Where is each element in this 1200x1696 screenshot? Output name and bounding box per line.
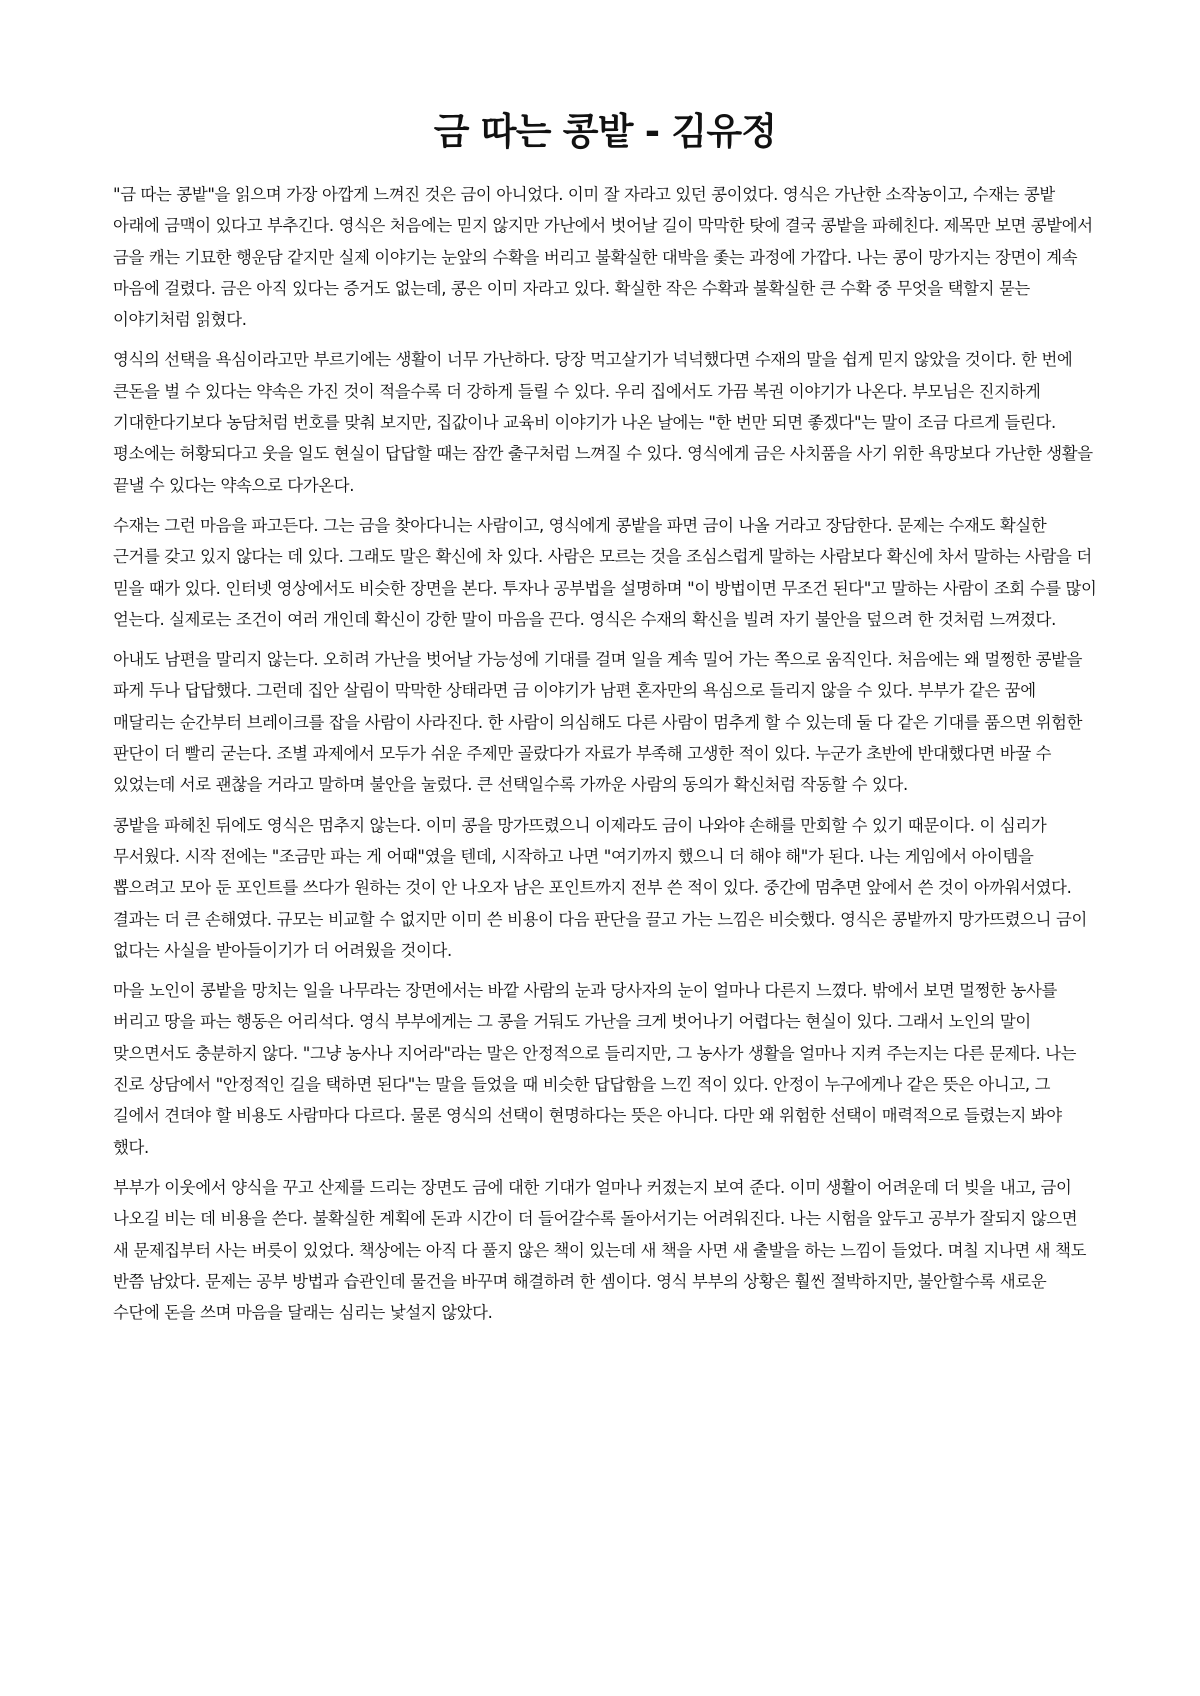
body-paragraph: 수재는 그런 마음을 파고든다. 그는 금을 찾아다니는 사람이고, 영식에게 콩밭을 파면 금이 나올 거라고 장담한다. 문제는 수재도 확실한 근거를 갖고 있지 않다는 데 있다. 그래도 말은 확신에 차 있다. 사람은 모르는 것을 조심스럽게 말하는 사람보다 확신에 차서 말하는 사람을 더 믿을 때가 있다. 인터넷 영상에서도 비슷한 장면을 본다. 투자나 공부법을 설명하며 "이 방법이면 무조건 된다"고 말하는 사람이 조회 수를 많이 얻는다. 실제로는 조건이 여러 개인데 확신이 강한 말이 마음을 끈다. 영식은 수재의 확신을 빌려 자기 불안을 덮으려 한 것처럼 느껴졌다. <box>113 515 1097 629</box>
body-paragraph: "금 따는 콩밭"을 읽으며 가장 아깝게 느껴진 것은 금이 아니었다. 이미 잘 자라고 있던 콩이었다. 영식은 가난한 소작농이고, 수재는 콩밭 아래에 금맥이 있다고 부추긴다. 영식은 처음에는 믿지 않지만 가난에서 벗어날 길이 막막한 탓에 결국 콩밭을 파헤친다. 제목만 보면 콩밭에서 금을 캐는 기묘한 행운담 같지만 실제 이야기는 눈앞의 수확을 버리고 불확실한 대박을 좇는 과정에 가깝다. 나는 콩이 망가지는 장면이 계속 마음에 걸렸다. 금은 아직 있다는 증거도 없는데, 콩은 이미 자라고 있다. 확실한 작은 수확과 불확실한 큰 수확 중 무엇을 택할지 묻는 이야기처럼 읽혔다. <box>113 185 1093 330</box>
document-title: 금 따는 콩밭 - 김유정 <box>433 110 777 153</box>
body-paragraph: 콩밭을 파헤친 뒤에도 영식은 멈추지 않는다. 이미 콩을 망가뜨렸으니 이제라도 금이 나와야 손해를 만회할 수 있기 때문이다. 이 심리가 무서웠다. 시작 전에는 "조금만 파는 게 어때"였을 텐데, 시작하고 나면 "여기까지 했으니 더 해야 해"가 된다. 나는 게임에서 아이템을 뽑으려고 모아 둔 포인트를 쓰다가 원하는 것이 안 나오자 남은 포인트까지 전부 쓴 적이 있다. 중간에 멈추면 앞에서 쓴 것이 아까워서였다. 결과는 더 큰 손해였다. 규모는 비교할 수 없지만 이미 쓴 비용이 다음 판단을 끌고 가는 느낌은 비슷했다. 영식은 콩밭까지 망가뜨렸으니 금이 없다는 사실을 받아들이기가 더 어려웠을 것이다. <box>113 815 1087 960</box>
body-paragraph: 마을 노인이 콩밭을 망치는 일을 나무라는 장면에서는 바깥 사람의 눈과 당사자의 눈이 얼마나 다른지 느꼈다. 밖에서 보면 멀쩡한 농사를 버리고 땅을 파는 행동은 어리석다. 영식 부부에게는 그 콩을 거둬도 가난을 크게 벗어나기 어렵다는 현실이 있다. 그래서 노인의 말이 맞으면서도 충분하지 않다. "그냥 농사나 지어라"라는 말은 안정적으로 들리지만, 그 농사가 생활을 얼마나 지켜 주는지는 다른 문제다. 나는 진로 상담에서 "안정적인 길을 택하면 된다"는 말을 들었을 때 비슷한 답답함을 느낀 적이 있다. 안정이 누구에게나 같은 뜻은 아니고, 그 길에서 견뎌야 할 비용도 사람마다 다르다. 물론 영식의 선택이 현명하다는 뜻은 아니다. 다만 왜 위험한 선택이 매력적으로 들렸는지 봐야 했다. <box>113 981 1077 1157</box>
document-content <box>113 107 1097 1337</box>
body-paragraph: 영식의 선택을 욕심이라고만 부르기에는 생활이 너무 가난하다. 당장 먹고살기가 넉넉했다면 수재의 말을 쉽게 믿지 않았을 것이다. 한 번에 큰돈을 벌 수 있다는 약속은 가진 것이 적을수록 더 강하게 들릴 수 있다. 우리 집에서도 가끔 복권 이야기가 나온다. 부모님은 진지하게 기대한다기보다 농담처럼 번호를 맞춰 보지만, 집값이나 교육비 이야기가 나온 날에는 "한 번만 되면 좋겠다"는 말이 조금 다르게 들린다. 평소에는 허황되다고 웃을 일도 현실이 답답할 때는 잠깐 출구처럼 느껴질 수 있다. 영식에게 금은 사치품을 사기 위한 욕망보다 가난한 생활을 끝낼 수 있다는 약속으로 다가온다. <box>113 350 1093 495</box>
body-paragraph: 부부가 이웃에서 양식을 꾸고 산제를 드리는 장면도 금에 대한 기대가 얼마나 커졌는지 보여 준다. 이미 생활이 어려운데 더 빚을 내고, 금이 나오길 비는 데 비용을 쓴다. 불확실한 계획에 돈과 시간이 더 들어갈수록 돌아서기는 어려워진다. 나는 시험을 앞두고 공부가 잘되지 않으면 새 문제집부터 사는 버릇이 있었다. 책상에는 아직 다 풀지 않은 책이 있는데 새 책을 사면 새 출발을 하는 느낌이 들었다. 며칠 지나면 새 책도 반쯤 남았다. 문제는 공부 방법과 습관인데 물건을 바꾸며 해결하려 한 셈이다. 영식 부부의 상황은 훨씬 절박하지만, 불안할수록 새로운 수단에 돈을 쓰며 마음을 달래는 심리는 낯설지 않았다. <box>113 1177 1087 1323</box>
body-paragraph: 아내도 남편을 말리지 않는다. 오히려 가난을 벗어날 가능성에 기대를 걸며 일을 계속 밀어 가는 쪽으로 움직인다. 처음에는 왜 멀쩡한 콩밭을 파게 두나 답답했다. 그런데 집안 살림이 막막한 상태라면 금 이야기가 남편 혼자만의 욕심으로 들리지 않을 수 있다. 부부가 같은 꿈에 매달리는 순간부터 브레이크를 잡을 사람이 사라진다. 한 사람이 의심해도 다른 사람이 멈추게 할 수 있는데 둘 다 같은 기대를 품으면 위험한 판단이 더 빨리 굳는다. 조별 과제에서 모두가 쉬운 주제만 골랐다가 자료가 부족해 고생한 적이 있다. 누군가 초반에 반대했다면 바꿀 수 있었는데 서로 괜찮을 거라고 말하며 불안을 눌렀다. 큰 선택일수록 가까운 사람의 동의가 확신처럼 작동할 수 있다. <box>113 650 1083 795</box>
